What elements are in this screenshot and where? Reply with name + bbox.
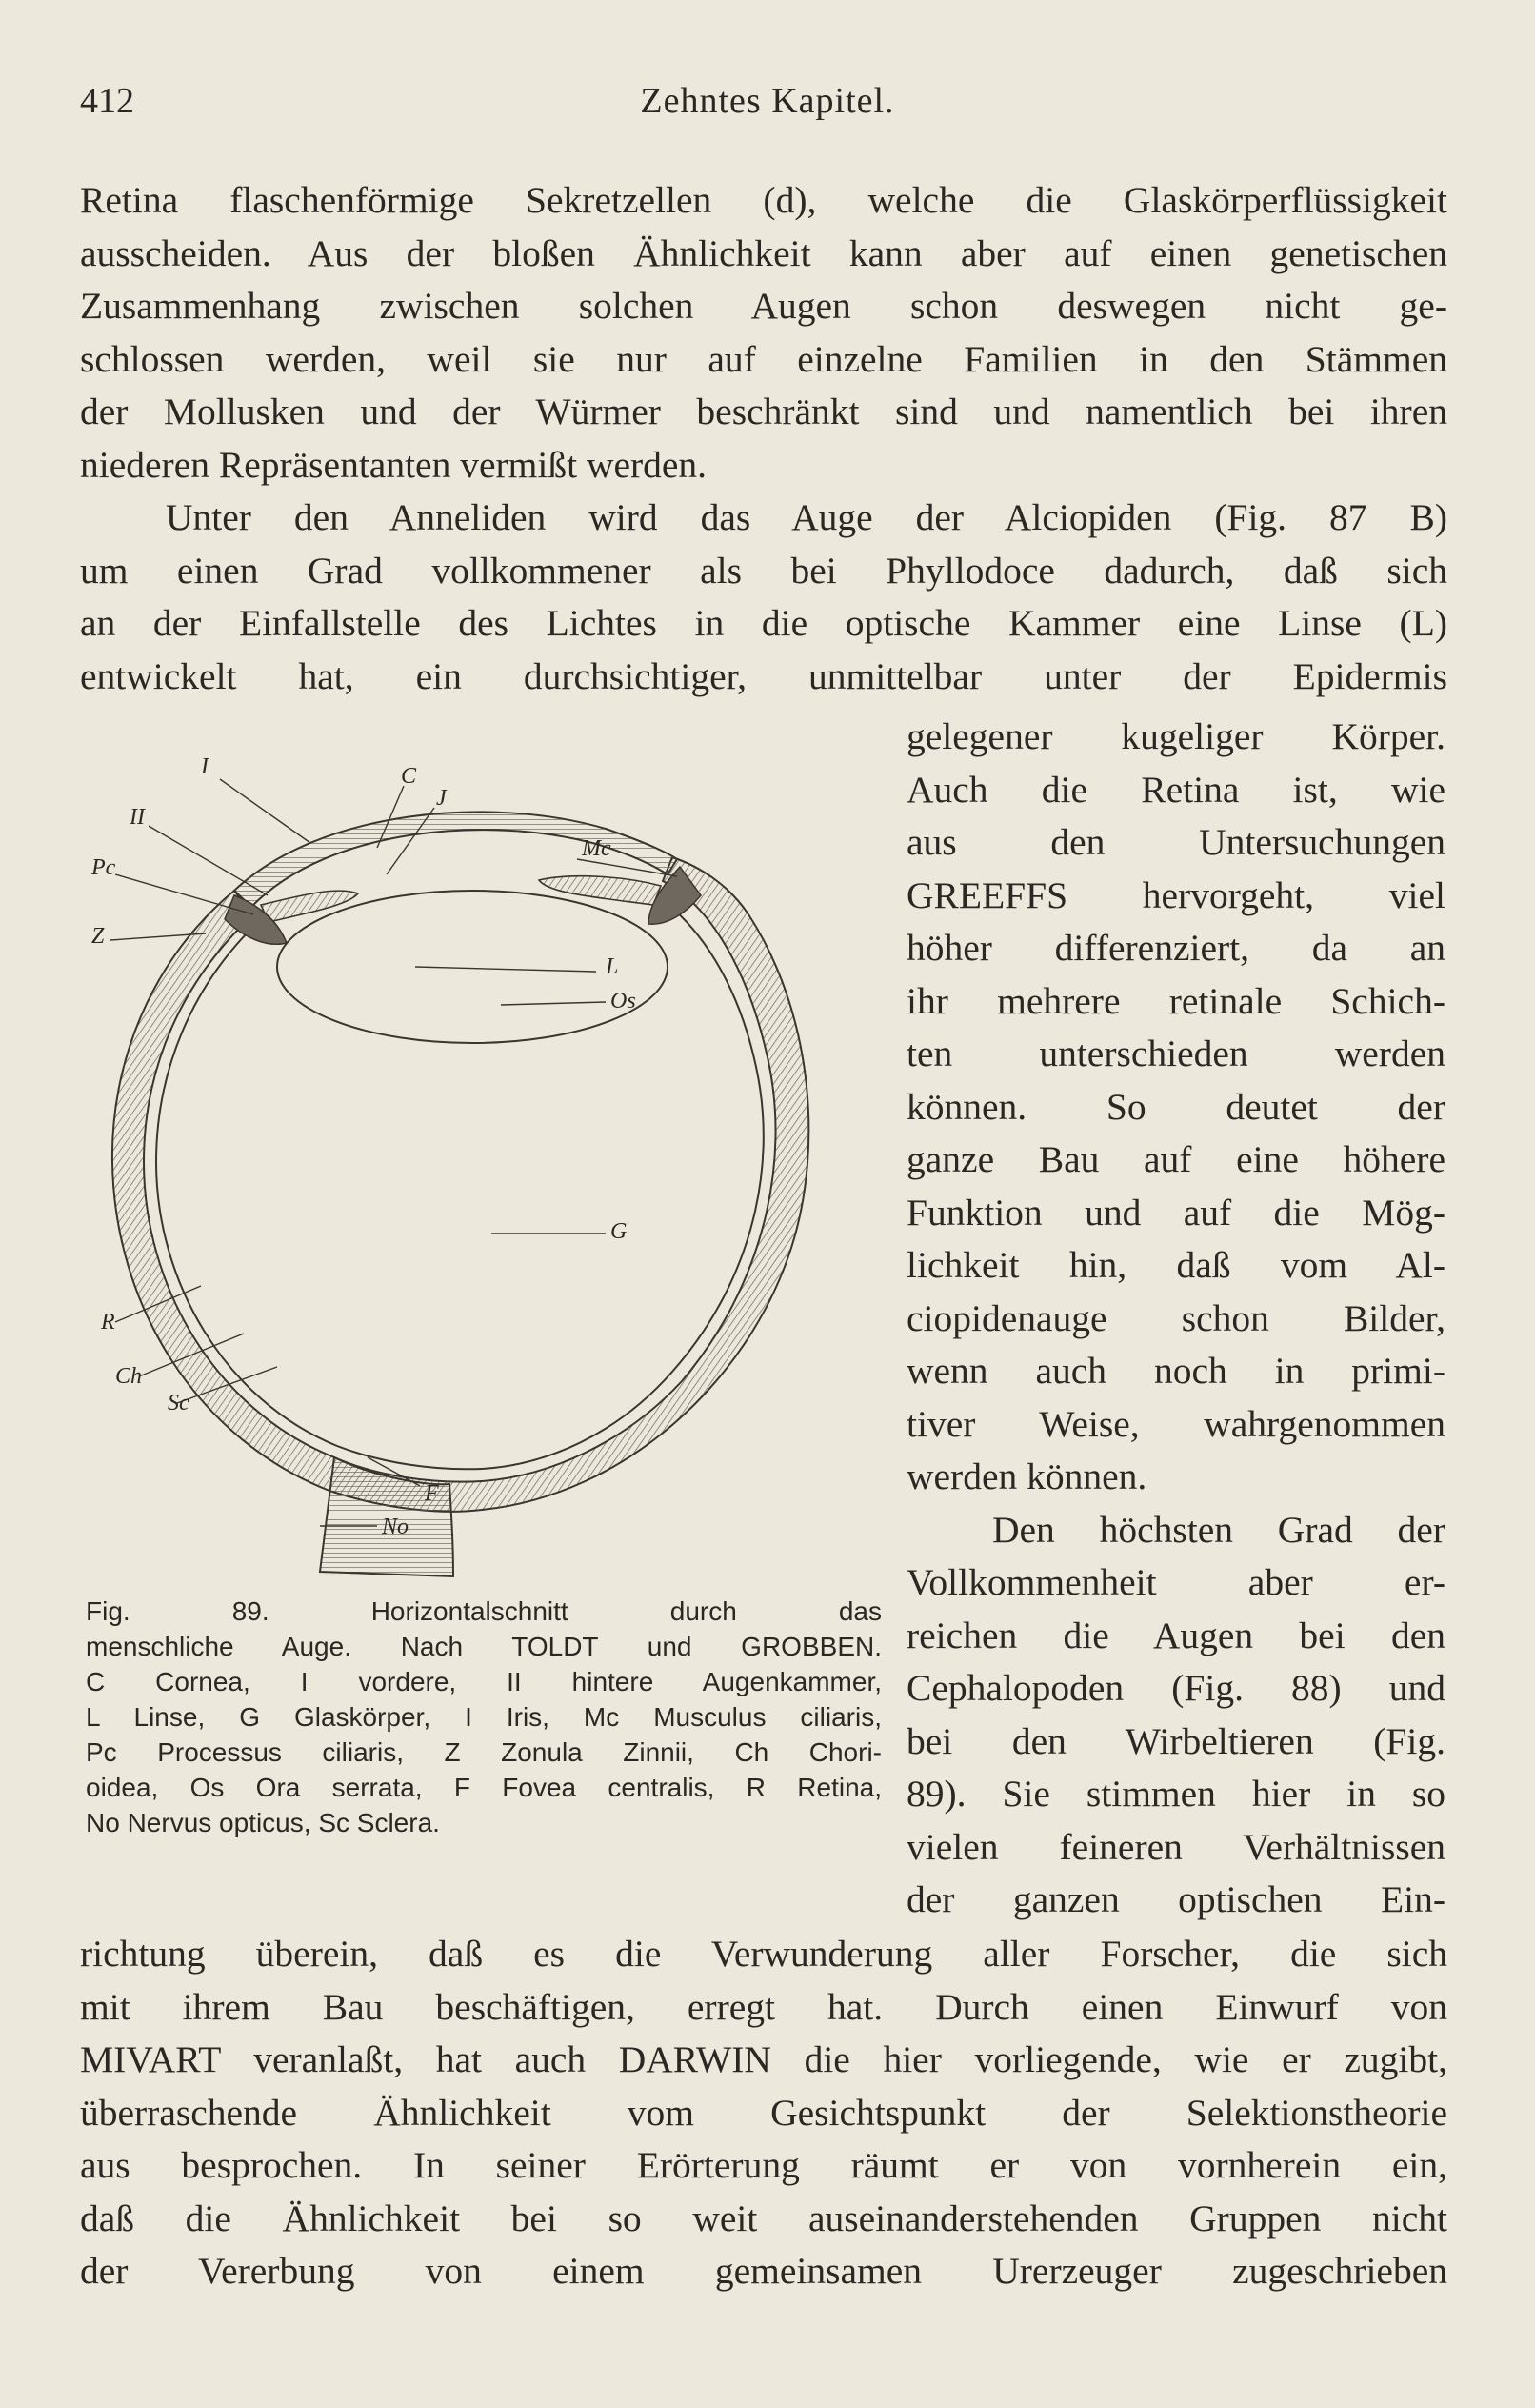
figure-caption	[86, 1594, 882, 1840]
body-text-top	[80, 174, 1447, 703]
text-line: überraschende Ähnlichkeit vom Gesichtspunkt der Selektionstheorie	[80, 2091, 1447, 2134]
text-line: an der Einfallstelle des Lichtes in die optische Kammer eine Linse (L)	[80, 602, 1447, 644]
text-line: MIVART veranlaßt, hat auch DARWIN die hier vorliegende, wie er zugibt,	[80, 2038, 1447, 2080]
label-R: R	[101, 1310, 115, 1334]
text-line: ihr mehrere retinale Schich-	[907, 979, 1445, 1022]
caption-line: menschliche Auge. Nach TOLDT und GROBBEN.	[86, 1632, 882, 1661]
text-line: tiver Weise, wahrgenommen	[907, 1402, 1445, 1445]
text-line: 89). Sie stimmen hier in so	[907, 1773, 1445, 1815]
text-line: mit ihrem Bau beschäftigen, erregt hat. Durch einen Einwurf von	[80, 1985, 1447, 2028]
eye-cross-section-figure	[91, 752, 891, 1591]
running-title: Zehntes Kapitel.	[640, 81, 895, 121]
text-line: Den höchsten Grad der	[992, 1508, 1445, 1551]
text-line: Cephalopoden (Fig. 88) und	[907, 1667, 1445, 1709]
page-number: 412	[80, 81, 134, 121]
text-line: Retina flaschenförmige Sekretzellen (d), welche die Glaskörperflüssigkeit	[80, 179, 1447, 221]
caption-line: C Cornea, I vordere, II hintere Augenkammer,	[86, 1667, 882, 1696]
text-line: niederen Repräsentanten vermißt werden.	[80, 443, 708, 486]
label-II: II	[130, 805, 145, 830]
label-I: I	[201, 754, 209, 779]
caption-line: No Nervus opticus, Sc Sclera.	[86, 1808, 440, 1837]
label-No: No	[382, 1515, 409, 1539]
text-line: richtung überein, daß es die Verwunderung aller Forscher, die sich	[80, 1933, 1447, 1975]
caption-line: L Linse, G Glaskörper, I Iris, Mc Musculus ciliaris,	[86, 1702, 882, 1732]
wrap-text-column	[907, 711, 1445, 1927]
label-Pc: Pc	[91, 855, 116, 880]
text-line: aus besprochen. In seiner Erörterung räumt er von vornherein ein,	[80, 2144, 1447, 2186]
text-line: ten unterschieden werden	[907, 1033, 1445, 1074]
text-line: Zusammenhang zwischen solchen Augen schon deswegen nicht ge-	[80, 285, 1447, 327]
text-line: ganze Bau auf eine höhere	[907, 1138, 1445, 1180]
text-line: entwickelt hat, ein durchsichtiger, unmittelbar unter der Epidermis	[80, 654, 1447, 697]
label-Ch: Ch	[115, 1364, 143, 1389]
text-line: vielen feineren Verhältnissen	[907, 1825, 1445, 1868]
label-Sc: Sc	[168, 1391, 189, 1415]
text-line: reichen die Augen bei den	[907, 1614, 1445, 1656]
text-line: GREEFFS hervorgeht, viel	[907, 873, 1445, 916]
body-text-bottom	[80, 1928, 1447, 2298]
text-line: wenn auch noch in primi-	[907, 1350, 1445, 1392]
caption-line: Fig. 89. Horizontalschnitt durch das	[86, 1596, 882, 1626]
text-line: der Vererbung von einem gemeinsamen Urerzeuger zugeschrieben	[80, 2250, 1447, 2292]
text-line: höher differenziert, da an	[907, 927, 1445, 969]
text-line: aus den Untersuchungen	[907, 821, 1445, 863]
text-line: werden können.	[907, 1455, 1147, 1497]
caption-line: oidea, Os Ora serrata, F Fovea centralis, R Retina,	[86, 1773, 882, 1802]
label-G: G	[610, 1219, 628, 1244]
text-line: der Mollusken und der Würmer beschränkt sind und namentlich bei ihren	[80, 391, 1447, 432]
text-line: ciopidenauge schon Bilder,	[907, 1296, 1445, 1339]
text-line: können. So deutet der	[907, 1085, 1445, 1128]
label-C: C	[401, 764, 417, 789]
label-Os: Os	[610, 989, 636, 1013]
text-line: ausscheiden. Aus der bloßen Ähnlichkeit kann aber auf einen genetischen	[80, 231, 1447, 274]
text-line: gelegener kugeliger Körper.	[907, 715, 1445, 757]
text-line: daß die Ähnlichkeit bei so weit auseinanderstehenden Gruppen nicht	[80, 2197, 1447, 2239]
text-line: bei den Wirbeltieren (Fig.	[907, 1719, 1445, 1762]
caption-line: Pc Processus ciliaris, Z Zonula Zinnii, Ch Chori-	[86, 1737, 882, 1767]
label-Mc: Mc	[582, 836, 611, 861]
label-F: F	[425, 1481, 439, 1506]
label-Z: Z	[91, 924, 105, 949]
text-line: der ganzen optischen Ein-	[907, 1878, 1445, 1920]
text-line: Unter den Anneliden wird das Auge der Alciopiden (Fig. 87 B)	[166, 496, 1447, 538]
text-line: lichkeit hin, daß vom Al-	[907, 1244, 1445, 1286]
label-J: J	[436, 786, 447, 811]
text-line: Auch die Retina ist, wie	[907, 768, 1445, 811]
text-line: um einen Grad vollkommener als bei Phyllodoce dadurch, daß sich	[80, 549, 1447, 592]
label-L: L	[606, 954, 619, 979]
text-line: schlossen werden, weil sie nur auf einzelne Familien in den Stämmen	[80, 337, 1447, 380]
text-line: Funktion und auf die Mög-	[907, 1191, 1445, 1234]
text-line: Vollkommenheit aber er-	[907, 1561, 1445, 1603]
